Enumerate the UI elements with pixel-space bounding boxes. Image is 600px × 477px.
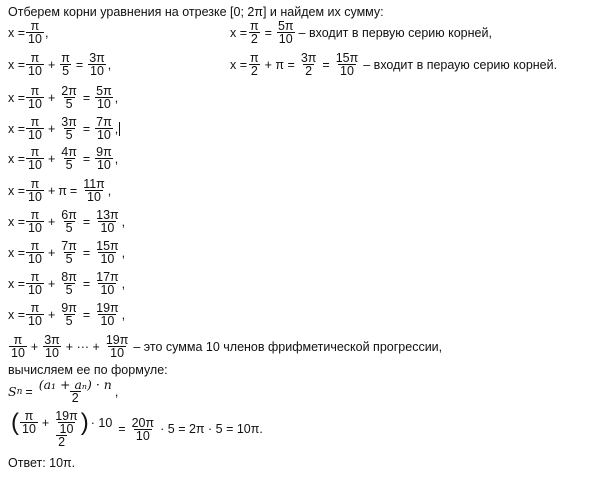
fraction: $\frac{\pi}{10}$ bbox=[28, 145, 42, 172]
sn-symbol: S bbox=[8, 384, 17, 399]
comma: , bbox=[121, 214, 126, 229]
plus-pi: + π = bbox=[264, 57, 295, 72]
fraction: $\frac{5\pi}{10}$ bbox=[277, 19, 294, 46]
fraction: $\frac{\pi}{10}$ bbox=[11, 333, 25, 360]
fraction: $\frac{3\pi}{2}$ bbox=[300, 51, 317, 78]
result-fraction: $\frac{11\pi}{10}$ bbox=[83, 177, 105, 204]
fraction: $\frac{\pi}{2}$ bbox=[250, 19, 259, 46]
comma: , bbox=[121, 307, 126, 322]
root-row: x = $\frac{\pi}{10}$ + $\frac{9\pi}{5}$ = $\frac{19\pi}{10}$ , bbox=[8, 301, 126, 328]
x-eq: x = bbox=[8, 57, 26, 72]
fraction: $\frac{\pi}{10}$ bbox=[22, 409, 36, 436]
sn-formula: S n = $\frac{\text{(a₁ + aₙ) · n}}{2}$ , bbox=[8, 377, 119, 405]
comma: , bbox=[107, 183, 112, 198]
right-row-1-text: – входит в первую серию корней, bbox=[298, 25, 492, 40]
fraction: $\frac{\pi}{10}$ bbox=[28, 19, 42, 46]
fraction: $\frac{7\pi}{5}$ bbox=[61, 239, 77, 266]
big-fraction: ( $\frac{\pi}{10}$ + $\frac{19\pi}{10}$ ) · 10 2 bbox=[11, 408, 113, 449]
result-fraction: $\frac{3\pi}{10}$ bbox=[89, 51, 105, 78]
heading: Отберем корни уравнения на отрезке [0; 2π] и найдем их сумму: bbox=[8, 5, 384, 19]
ellipsis: + ··· + bbox=[65, 339, 100, 354]
fraction: $\frac{\pi}{2}$ bbox=[250, 51, 259, 78]
x-eq: x = bbox=[8, 121, 26, 136]
comma: , bbox=[44, 25, 49, 40]
pi-term: π bbox=[58, 183, 67, 198]
root-row: x = $\frac{\pi}{10}$ + π = $\frac{11\pi}{10}$ , bbox=[8, 177, 112, 204]
fraction: $\frac{\pi}{10}$ bbox=[28, 270, 42, 297]
comma: , bbox=[114, 121, 119, 136]
x-eq: x = bbox=[8, 25, 26, 40]
fraction: $\frac{3\pi}{5}$ bbox=[61, 115, 77, 142]
x-eq: x = bbox=[8, 307, 26, 322]
result-fraction: $\frac{17\pi}{10}$ bbox=[96, 270, 119, 297]
fraction: $\frac{\pi}{10}$ bbox=[28, 115, 42, 142]
final-calc bbox=[8, 410, 263, 448]
fraction: $\frac{9\pi}{5}$ bbox=[61, 301, 77, 328]
formula-label: вычисляем ее по формуле: bbox=[8, 363, 168, 377]
right-row-2-text: – входит в пераую серию корней. bbox=[363, 57, 558, 72]
fraction: $\frac{\text{(a₁ + aₙ) · n}}{2}$ bbox=[38, 377, 112, 405]
fraction: $\frac{\pi}{10}$ bbox=[28, 301, 42, 328]
x-eq: x = bbox=[8, 214, 26, 229]
root-row: x = $\frac{\pi}{10}$ + $\frac{\pi}{5}$ = $\frac{3\pi}{10}$ , bbox=[8, 51, 112, 78]
x-eq: x = bbox=[230, 57, 248, 72]
times-ten: · 10 bbox=[90, 415, 113, 430]
fraction: $\frac{\pi}{10}$ bbox=[28, 239, 42, 266]
sn-subscript: n bbox=[16, 386, 23, 397]
fraction: $\frac{20\pi}{10}$ bbox=[131, 415, 155, 443]
fraction: $\frac{4\pi}{5}$ bbox=[61, 145, 77, 172]
fraction: $\frac{3\pi}{10}$ bbox=[44, 333, 60, 360]
comma: , bbox=[114, 90, 119, 105]
root-row: x = $\frac{\pi}{10}$ + $\frac{8\pi}{5}$ = $\frac{17\pi}{10}$ , bbox=[8, 270, 126, 297]
x-eq: x = bbox=[230, 25, 248, 40]
result-fraction: $\frac{9\pi}{10}$ bbox=[96, 145, 112, 172]
comma: , bbox=[114, 151, 119, 166]
final-calc-tail: · 5 = 2π · 5 = 10π. bbox=[160, 422, 263, 436]
comma: , bbox=[121, 276, 126, 291]
root-row: x = $\frac{\pi}{10}$ + $\frac{3\pi}{5}$ = $\frac{7\pi}{10}$ , bbox=[8, 115, 119, 142]
fraction: $\frac{8\pi}{5}$ bbox=[61, 270, 77, 297]
fraction: $\frac{\pi}{10}$ bbox=[28, 84, 42, 111]
sum-line-text: – это сумма 10 членов фрифметической прогрессии, bbox=[133, 339, 443, 354]
x-eq: x = bbox=[8, 151, 26, 166]
result-fraction: $\frac{15\pi}{10}$ bbox=[96, 239, 119, 266]
answer: Ответ: 10π. bbox=[8, 456, 76, 470]
root-row bbox=[8, 20, 48, 45]
fraction: $\frac{\pi}{5}$ bbox=[61, 51, 70, 78]
fraction: $\frac{19\pi}{10}$ bbox=[105, 333, 129, 360]
result-fraction: $\frac{13\pi}{10}$ bbox=[96, 208, 119, 235]
root-row: x = $\frac{\pi}{10}$ + $\frac{7\pi}{5}$ = $\frac{15\pi}{10}$ , bbox=[8, 239, 126, 266]
result-fraction: $\frac{5\pi}{10}$ bbox=[96, 84, 112, 111]
comma: , bbox=[107, 57, 112, 72]
equals: = bbox=[118, 422, 126, 436]
result-fraction: $\frac{19\pi}{10}$ bbox=[96, 301, 119, 328]
fraction: $\frac{2\pi}{5}$ bbox=[61, 84, 77, 111]
x-eq: x = bbox=[8, 90, 26, 105]
result-fraction: $\frac{7\pi}{10}$ bbox=[96, 115, 112, 142]
fraction: $\frac{19\pi}{10}$ bbox=[55, 409, 78, 436]
x-eq: x = bbox=[8, 183, 26, 198]
equals: = bbox=[25, 384, 33, 399]
fraction: $\frac{\pi}{10}$ bbox=[28, 51, 42, 78]
text-cursor bbox=[119, 122, 120, 136]
fraction: $\frac{15\pi}{10}$ bbox=[335, 51, 359, 78]
fraction: $\frac{\pi}{10}$ bbox=[28, 208, 42, 235]
fraction: $\frac{6\pi}{5}$ bbox=[61, 208, 77, 235]
x-eq: x = bbox=[8, 276, 26, 291]
root-row: x = $\frac{\pi}{10}$ + $\frac{4\pi}{5}$ = $\frac{9\pi}{10}$ , bbox=[8, 145, 119, 172]
fraction: $\frac{\pi}{10}$ bbox=[28, 177, 42, 204]
root-row: x = $\frac{\pi}{10}$ + $\frac{6\pi}{5}$ = $\frac{13\pi}{10}$ , bbox=[8, 208, 126, 235]
comma: , bbox=[121, 245, 126, 260]
sum-line: $\frac{\pi}{10}$ + $\frac{3\pi}{10}$ + ··· + $\frac{19\pi}{10}$ – это сумма 10 членов фрифметической прогрессии, bbox=[11, 333, 443, 360]
root-row: x = $\frac{\pi}{10}$ + $\frac{2\pi}{5}$ = $\frac{5\pi}{10}$ , bbox=[8, 84, 119, 111]
right-row-2: x = $\frac{\pi}{2}$ + π = $\frac{3\pi}{2}$ = $\frac{15\pi}{10}$ – входит в пераую серию корней. bbox=[230, 51, 558, 78]
right-row-1: x = $\frac{\pi}{2}$ = $\frac{5\pi}{10}$ – входит в первую серию корней, bbox=[230, 19, 492, 46]
x-eq: x = bbox=[8, 245, 26, 260]
